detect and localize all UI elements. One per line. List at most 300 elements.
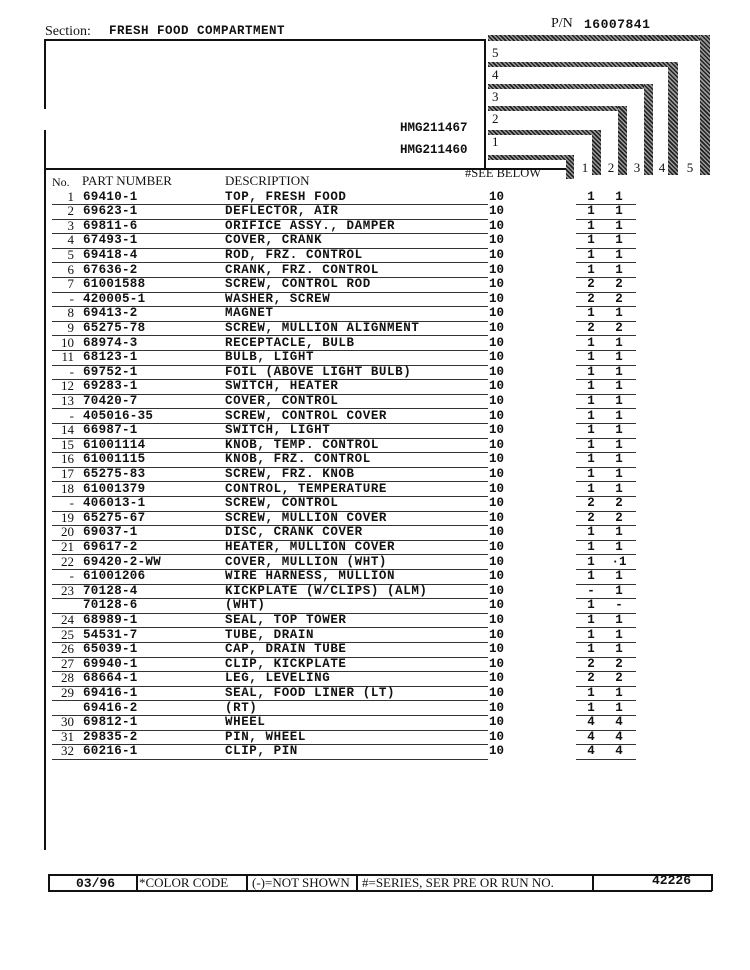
qty-model-2: 1 — [615, 364, 623, 379]
part-number: 69037-1 — [83, 525, 138, 540]
table-row — [0, 511, 750, 526]
table-row — [0, 467, 750, 482]
qty-model-1: - — [587, 583, 595, 598]
qty-model-2: 1 — [615, 423, 623, 438]
see-below-value: 10 — [489, 525, 505, 540]
col-header-part-number: PART NUMBER — [82, 173, 172, 188]
part-number: 405016-35 — [83, 408, 154, 423]
item-number: 19 — [61, 509, 74, 525]
item-number: 31 — [61, 728, 74, 744]
item-number: 24 — [61, 611, 74, 627]
see-below-value: 10 — [489, 510, 505, 525]
col-header-description: DESCRIPTION — [225, 173, 310, 188]
item-number: 14 — [61, 422, 74, 438]
footer-page-code: 42226 — [652, 873, 692, 888]
qty-model-2: 1 — [615, 262, 623, 277]
table-row — [0, 219, 750, 234]
item-number: 23 — [61, 582, 74, 598]
item-number: 7 — [67, 276, 74, 292]
table-row — [0, 482, 750, 497]
qty-model-2: 1 — [615, 612, 623, 627]
qty-model-2: 1 — [615, 189, 623, 204]
col-header-see-below: #SEE BELOW — [465, 166, 542, 180]
item-number: 30 — [61, 714, 74, 730]
table-row — [0, 306, 750, 321]
part-number: 70420-7 — [83, 393, 138, 408]
qty-model-1: 4 — [587, 744, 595, 759]
part-number: 70128-6 — [83, 598, 138, 613]
part-number: 68123-1 — [83, 350, 138, 365]
item-number: - — [69, 290, 74, 306]
item-number: 12 — [61, 378, 74, 394]
part-number: 61001115 — [83, 452, 146, 467]
item-number: 11 — [61, 349, 74, 365]
qty-model-2: 1 — [615, 408, 623, 423]
qty-model-1: 1 — [587, 218, 595, 233]
row-rule — [52, 759, 488, 760]
description: COVER, CRANK — [225, 233, 323, 248]
qty-model-2: 1 — [615, 218, 623, 233]
table-row — [0, 555, 750, 570]
item-number: 27 — [61, 655, 74, 671]
qty-model-1: 1 — [587, 539, 595, 554]
model-box-2: 2 — [492, 111, 499, 126]
see-below-value: 10 — [489, 262, 505, 277]
footer-divider-2 — [246, 874, 248, 891]
qty-model-2: 2 — [615, 277, 623, 292]
model-box-4: 4 — [492, 67, 499, 82]
description: ORIFICE ASSY., DAMPER — [225, 218, 396, 233]
description: KNOB, TEMP. CONTROL — [225, 437, 379, 452]
qty-model-2: 1 — [615, 481, 623, 496]
description: (RT) — [225, 700, 258, 715]
see-below-value: 10 — [489, 291, 505, 306]
part-number: 69617-2 — [83, 539, 138, 554]
see-below-value: 10 — [489, 539, 505, 554]
description: TOP, FRESH FOOD — [225, 189, 347, 204]
qty-model-1: 2 — [587, 656, 595, 671]
qty-model-2: 4 — [615, 715, 623, 730]
table-row — [0, 715, 750, 730]
qty-model-1: 1 — [587, 233, 595, 248]
qty-model-2: 4 — [615, 744, 623, 759]
qty-model-2: 1 — [615, 247, 623, 262]
qty-model-2: 1 — [615, 452, 623, 467]
see-below-value: 10 — [489, 306, 505, 321]
description: WHEEL — [225, 715, 266, 730]
description: PIN, WHEEL — [225, 729, 307, 744]
part-number: 61001588 — [83, 277, 146, 292]
qty-model-1: 1 — [587, 466, 595, 481]
item-number: 6 — [67, 261, 74, 277]
item-number: - — [69, 407, 74, 423]
qty-model-2: 1 — [615, 350, 623, 365]
see-below-value: 10 — [489, 466, 505, 481]
qty-model-1: 1 — [587, 481, 595, 496]
qty-model-2: 2 — [615, 291, 623, 306]
see-below-value: 10 — [489, 481, 505, 496]
qty-rule — [576, 759, 636, 760]
qty-model-2: 1 — [615, 335, 623, 350]
description: FOIL (ABOVE LIGHT BULB) — [225, 364, 412, 379]
description: LEG, LEVELING — [225, 671, 331, 686]
table-row — [0, 409, 750, 424]
left-rule-top — [44, 39, 46, 109]
footer-series: #=SERIES, SER PRE OR RUN NO. — [362, 875, 554, 890]
table-row — [0, 336, 750, 351]
qty-model-2: 1 — [615, 379, 623, 394]
item-number: 26 — [61, 641, 74, 657]
qty-model-1: 1 — [587, 204, 595, 219]
see-below-value: 10 — [489, 598, 505, 613]
item-number: 4 — [67, 232, 74, 248]
see-below-value: 10 — [489, 452, 505, 467]
qty-model-1: 1 — [587, 627, 595, 642]
part-number: 69416-1 — [83, 685, 138, 700]
item-number: 18 — [61, 480, 74, 496]
see-below-value: 10 — [489, 569, 505, 584]
item-number: 17 — [61, 465, 74, 481]
qty-model-2: 2 — [615, 671, 623, 686]
table-row — [0, 525, 750, 540]
part-number: 69811-6 — [83, 218, 138, 233]
model-col-1-bar — [592, 130, 601, 175]
model-col-5: 5 — [684, 160, 696, 175]
table-row — [0, 321, 750, 336]
item-number: 3 — [67, 217, 74, 233]
table-row — [0, 540, 750, 555]
table-row — [0, 394, 750, 409]
header-top-rule — [44, 39, 484, 41]
description: CLIP, KICKPLATE — [225, 656, 347, 671]
table-row — [0, 248, 750, 263]
see-below-value: 10 — [489, 233, 505, 248]
see-below-value: 10 — [489, 671, 505, 686]
item-number: 16 — [61, 451, 74, 467]
table-row — [0, 204, 750, 219]
model-box-5: 5 — [492, 45, 499, 60]
footer-not-shown: (-)=NOT SHOWN — [252, 875, 350, 890]
description: SCREW, CONTROL — [225, 496, 339, 511]
table-row — [0, 686, 750, 701]
qty-model-1: 1 — [587, 423, 595, 438]
footer-divider-3 — [356, 874, 358, 891]
description: CRANK, FRZ. CONTROL — [225, 262, 379, 277]
description: WASHER, SCREW — [225, 291, 331, 306]
see-below-value: 10 — [489, 350, 505, 365]
table-row — [0, 365, 750, 380]
part-number: 67493-1 — [83, 233, 138, 248]
qty-model-1: 2 — [587, 496, 595, 511]
part-number: 69416-2 — [83, 700, 138, 715]
part-number: 420005-1 — [83, 291, 146, 306]
description: SEAL, TOP TOWER — [225, 612, 347, 627]
model-box-3: 3 — [492, 89, 499, 104]
qty-model-2: 1 — [615, 393, 623, 408]
table-row — [0, 277, 750, 292]
description: TUBE, DRAIN — [225, 627, 315, 642]
table-row — [0, 496, 750, 511]
part-number: 70128-4 — [83, 583, 138, 598]
model-number-2: HMG211460 — [400, 143, 468, 157]
qty-model-2: 1 — [615, 700, 623, 715]
part-number: 67636-2 — [83, 262, 138, 277]
qty-model-1: 2 — [587, 291, 595, 306]
description: COVER, CONTROL — [225, 393, 339, 408]
see-below-value: 10 — [489, 496, 505, 511]
model-col-4: 4 — [656, 160, 668, 175]
item-number: - — [69, 568, 74, 584]
table-row — [0, 657, 750, 672]
qty-model-2: 1 — [615, 539, 623, 554]
model-box-4-bar — [488, 62, 678, 67]
qty-model-1: 2 — [587, 277, 595, 292]
qty-model-2: 1 — [615, 466, 623, 481]
item-number: 32 — [61, 743, 74, 759]
qty-model-1: 4 — [587, 729, 595, 744]
see-below-value: 10 — [489, 189, 505, 204]
item-number: 1 — [67, 188, 74, 204]
part-number: 65275-83 — [83, 466, 146, 481]
part-number: 69940-1 — [83, 656, 138, 671]
part-number: 29835-2 — [83, 729, 138, 744]
qty-model-2: 1 — [615, 437, 623, 452]
table-row — [0, 263, 750, 278]
description: CAP, DRAIN TUBE — [225, 642, 347, 657]
table-row — [0, 671, 750, 686]
table-row — [0, 628, 750, 643]
part-number: 69623-1 — [83, 204, 138, 219]
qty-model-1: 1 — [587, 262, 595, 277]
description: SCREW, MULLION COVER — [225, 510, 388, 525]
description: WIRE HARNESS, MULLION — [225, 569, 396, 584]
see-below-value: 10 — [489, 277, 505, 292]
description: SEAL, FOOD LINER (LT) — [225, 685, 396, 700]
qty-model-1: 1 — [587, 350, 595, 365]
part-number: 65039-1 — [83, 642, 138, 657]
footer-date: 03/96 — [76, 876, 116, 891]
model-box-5-bar — [488, 35, 710, 41]
table-row — [0, 379, 750, 394]
qty-model-1: 2 — [587, 510, 595, 525]
table-row — [0, 569, 750, 584]
model-box-1-bar — [488, 130, 600, 135]
part-number: 68974-3 — [83, 335, 138, 350]
description: SCREW, FRZ. KNOB — [225, 466, 355, 481]
footer-divider-1 — [136, 874, 138, 891]
item-number: 20 — [61, 524, 74, 540]
item-number: 21 — [61, 538, 74, 554]
item-number: 13 — [61, 392, 74, 408]
model-col-4-bar — [668, 62, 678, 175]
part-number: 60216-1 — [83, 744, 138, 759]
item-number: 25 — [61, 626, 74, 642]
part-number: 68664-1 — [83, 671, 138, 686]
item-number: 29 — [61, 684, 74, 700]
qty-model-1: 4 — [587, 715, 595, 730]
part-number: 54531-7 — [83, 627, 138, 642]
model-base-post — [566, 155, 574, 179]
part-number: 61001114 — [83, 437, 146, 452]
item-number: - — [69, 363, 74, 379]
table-row — [0, 744, 750, 759]
part-number: 69752-1 — [83, 364, 138, 379]
description: SCREW, CONTROL COVER — [225, 408, 388, 423]
qty-model-1: 1 — [587, 335, 595, 350]
qty-model-1: 1 — [587, 598, 595, 613]
description: KNOB, FRZ. CONTROL — [225, 452, 371, 467]
part-number: 65275-67 — [83, 510, 146, 525]
see-below-value: 10 — [489, 627, 505, 642]
model-col-5-bar — [700, 35, 710, 175]
see-below-value: 10 — [489, 656, 505, 671]
table-row — [0, 438, 750, 453]
qty-model-1: 1 — [587, 306, 595, 321]
see-below-value: 10 — [489, 247, 505, 262]
model-box-2-bar — [488, 106, 626, 111]
description: (WHT) — [225, 598, 266, 613]
qty-model-1: 1 — [587, 525, 595, 540]
see-below-value: 10 — [489, 218, 505, 233]
qty-model-1: 1 — [587, 554, 595, 569]
see-below-value: 10 — [489, 364, 505, 379]
see-below-value: 10 — [489, 320, 505, 335]
qty-model-2: 2 — [615, 320, 623, 335]
table-row — [0, 423, 750, 438]
table-row — [0, 730, 750, 745]
item-number: 2 — [67, 203, 74, 219]
description: HEATER, MULLION COVER — [225, 539, 396, 554]
pn-value: 16007841 — [584, 17, 651, 32]
part-number: 69812-1 — [83, 715, 138, 730]
qty-model-2: 1 — [615, 569, 623, 584]
qty-model-1: 1 — [587, 569, 595, 584]
table-row — [0, 292, 750, 307]
qty-model-1: 1 — [587, 612, 595, 627]
see-below-value: 10 — [489, 583, 505, 598]
part-number: 69418-4 — [83, 247, 138, 262]
description: CLIP, PIN — [225, 744, 298, 759]
see-below-value: 10 — [489, 685, 505, 700]
qty-model-2: 1 — [615, 583, 623, 598]
qty-model-2: 1 — [615, 204, 623, 219]
qty-model-2: 4 — [615, 729, 623, 744]
model-col-3-bar — [644, 84, 653, 175]
footer-color-code: *COLOR CODE — [139, 875, 229, 890]
item-number: 9 — [67, 319, 74, 335]
qty-model-2: 1 — [615, 642, 623, 657]
part-number: 69413-2 — [83, 306, 138, 321]
part-number: 69283-1 — [83, 379, 138, 394]
item-number: 5 — [67, 246, 74, 262]
qty-model-2: 2 — [615, 496, 623, 511]
part-number: 68989-1 — [83, 612, 138, 627]
qty-model-2: 2 — [615, 510, 623, 525]
footer-left-rule — [48, 874, 50, 891]
part-number: 69410-1 — [83, 189, 138, 204]
see-below-value: 10 — [489, 700, 505, 715]
qty-model-1: 1 — [587, 685, 595, 700]
model-col-3: 3 — [631, 160, 643, 175]
section-name: FRESH FOOD COMPARTMENT — [109, 24, 286, 38]
see-below-value: 10 — [489, 408, 505, 423]
description: ROD, FRZ. CONTROL — [225, 247, 363, 262]
description: CONTROL, TEMPERATURE — [225, 481, 388, 496]
item-number: 15 — [61, 436, 74, 452]
see-below-value: 10 — [489, 204, 505, 219]
qty-model-2: 1 — [615, 306, 623, 321]
qty-model-1: 1 — [587, 189, 595, 204]
qty-model-1: 1 — [587, 408, 595, 423]
description: SCREW, MULLION ALIGNMENT — [225, 320, 420, 335]
table-row — [0, 598, 750, 613]
model-col-2-bar — [618, 106, 627, 175]
item-number: 8 — [67, 305, 74, 321]
qty-model-1: 1 — [587, 393, 595, 408]
model-col-1: 1 — [579, 160, 591, 175]
part-number: 61001379 — [83, 481, 146, 496]
item-number: - — [69, 495, 74, 511]
part-number: 66987-1 — [83, 423, 138, 438]
qty-model-1: 1 — [587, 437, 595, 452]
model-base-bar — [488, 155, 566, 160]
item-number: 22 — [61, 553, 74, 569]
description: KICKPLATE (W/CLIPS) (ALM) — [225, 583, 428, 598]
qty-model-2: 2 — [615, 656, 623, 671]
see-below-value: 10 — [489, 729, 505, 744]
qty-model-1: 1 — [587, 379, 595, 394]
qty-model-1: 1 — [587, 364, 595, 379]
qty-model-1: 2 — [587, 671, 595, 686]
model-box-left-rule — [484, 39, 486, 169]
footer-right-rule — [711, 874, 713, 891]
description: RECEPTACLE, BULB — [225, 335, 355, 350]
see-below-value: 10 — [489, 393, 505, 408]
model-box-1: 1 — [492, 134, 499, 149]
table-row — [0, 190, 750, 205]
qty-model-2: - — [615, 598, 623, 613]
description: BULB, LIGHT — [225, 350, 315, 365]
description: SWITCH, HEATER — [225, 379, 339, 394]
qty-model-1: 1 — [587, 700, 595, 715]
qty-model-2: 1 — [615, 685, 623, 700]
part-number: 69420-2-WW — [83, 554, 162, 569]
see-below-value: 10 — [489, 423, 505, 438]
qty-model-2: ·1 — [611, 554, 627, 569]
description: COVER, MULLION (WHT) — [225, 554, 388, 569]
qty-model-1: 1 — [587, 452, 595, 467]
description: MAGNET — [225, 306, 274, 321]
see-below-value: 10 — [489, 554, 505, 569]
see-below-value: 10 — [489, 379, 505, 394]
section-label: Section: — [45, 24, 91, 39]
model-box-3-bar — [488, 84, 652, 89]
see-below-value: 10 — [489, 335, 505, 350]
model-col-2: 2 — [605, 160, 617, 175]
qty-model-1: 2 — [587, 320, 595, 335]
qty-model-2: 1 — [615, 525, 623, 540]
description: SCREW, CONTROL ROD — [225, 277, 371, 292]
item-number: 10 — [61, 334, 74, 350]
table-row — [0, 701, 750, 716]
table-row — [0, 642, 750, 657]
pn-label: P/N — [551, 16, 573, 31]
see-below-value: 10 — [489, 642, 505, 657]
table-row — [0, 584, 750, 599]
see-below-value: 10 — [489, 437, 505, 452]
part-number: 406013-1 — [83, 496, 146, 511]
see-below-value: 10 — [489, 744, 505, 759]
